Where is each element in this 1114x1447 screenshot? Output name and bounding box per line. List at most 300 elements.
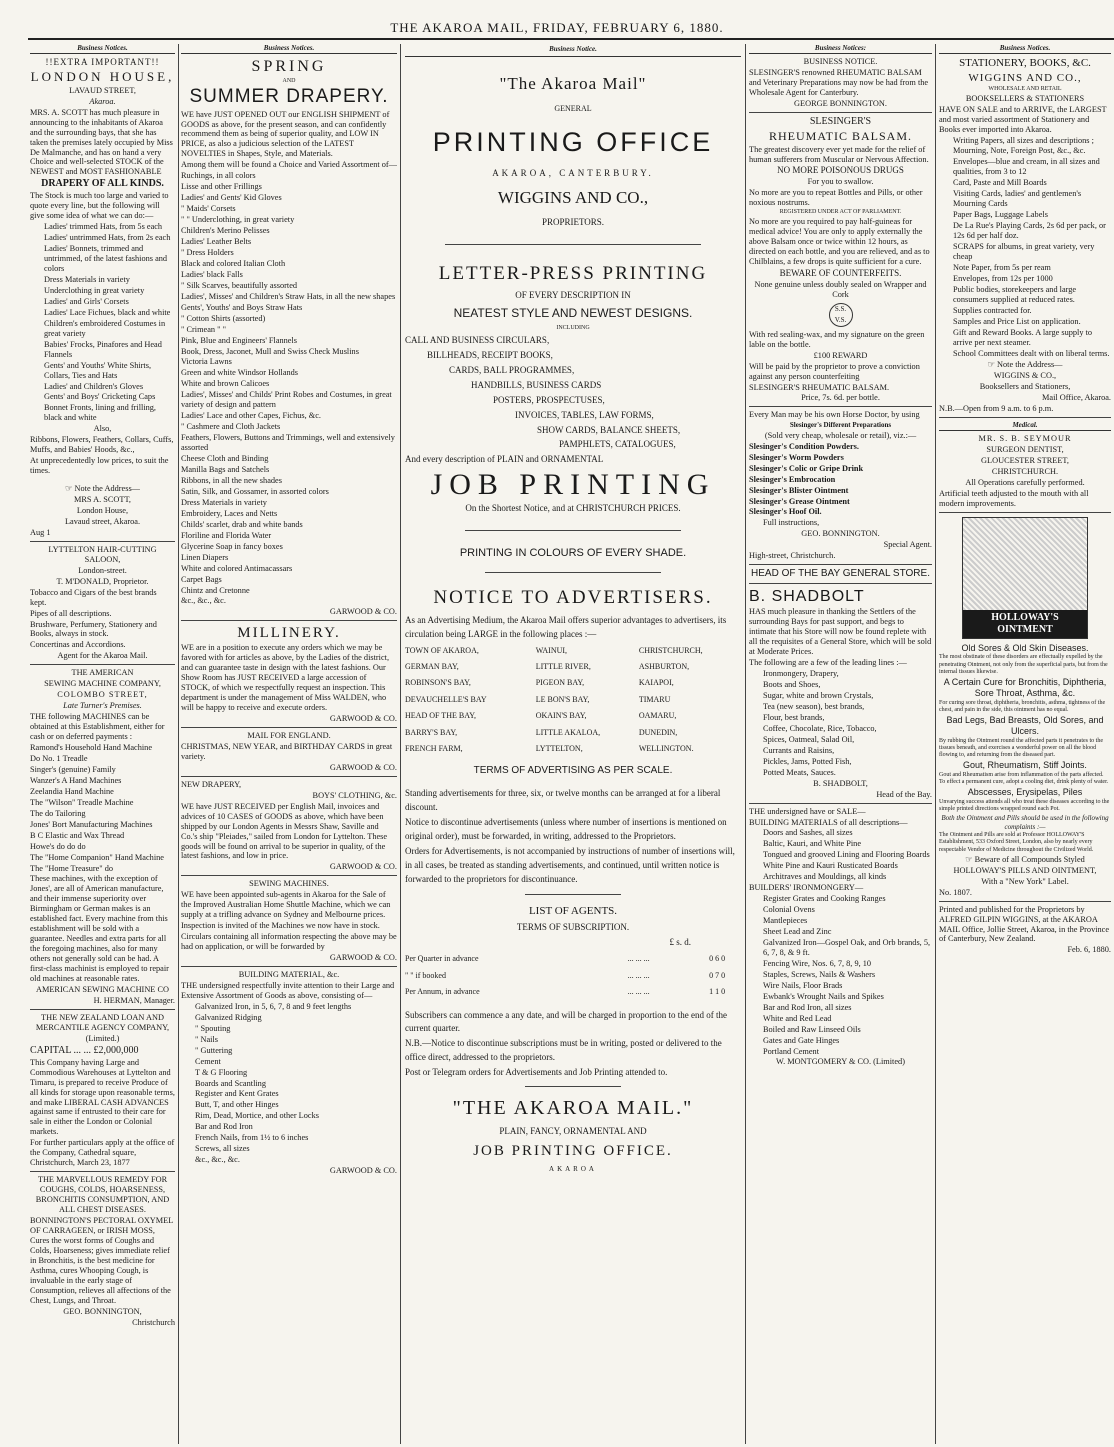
paragraph: MRS. A. SCOTT has much pleasure in announcing to the inhabitants of Akaroa and the surrounding bays, that she has taken the premises lately occupied by Miss De Malmanche, and has on hand a very Choice and well-selected STOCK of the NEWEST and MOST FASHIONABLE bbox=[30, 107, 173, 177]
machine-list bbox=[30, 743, 175, 873]
headline: SPRING bbox=[251, 58, 327, 76]
list-item: " Dress Holders bbox=[181, 247, 234, 257]
text: INCLUDING bbox=[556, 324, 590, 331]
shop-name: LONDON HOUSE, bbox=[30, 69, 175, 85]
list-item: School Committees dealt with on liberal terms. bbox=[953, 348, 1110, 358]
column-3 bbox=[405, 44, 741, 1444]
table-row bbox=[405, 984, 741, 1000]
paragraph: The following are a few of the leading lines :— bbox=[749, 658, 907, 668]
list-item: Ladies', Misses' and Childs' Print Robes and Costumes, in great variety of design and pattern bbox=[181, 390, 392, 410]
text: (Sold very cheap, wholesale or retail), viz.:— bbox=[764, 430, 917, 440]
place: Christchurch bbox=[132, 1317, 175, 1327]
list-item: Lisse and other Frillings bbox=[181, 182, 262, 192]
headline: LIST OF AGENTS. bbox=[528, 905, 618, 918]
divider bbox=[749, 112, 932, 113]
list-item: PAMPHLETS, CATALOGUES, bbox=[559, 439, 676, 450]
beware-notice: ☞ Beware of all Compounds Styled bbox=[965, 854, 1085, 864]
paragraph: The greatest discovery ever yet made for the relief of human sufferers from Muscular or Nervous Affection. bbox=[749, 144, 929, 164]
list-item: &c., &c., &c. bbox=[195, 1155, 240, 1165]
list-item: Ruchings, in all colors bbox=[181, 171, 256, 181]
headline: Gout, Rheumatism, Stiff Joints. bbox=[963, 760, 1087, 771]
list-item: POSTERS, PROSPECTUSES, bbox=[493, 394, 605, 405]
list-item: Paper Bags, Luggage Labels bbox=[953, 210, 1048, 220]
headline: MR. S. B. SEYMOUR bbox=[978, 433, 1072, 443]
proprietor: T. M'DONALD, Proprietor. bbox=[56, 576, 149, 586]
signature: GARWOOD & CO. bbox=[329, 762, 397, 772]
list-item: Ladies' Lace Fichues, black and white bbox=[44, 307, 171, 317]
paragraph: For curing sore throat, diphtheria, bronchitis, asthma, tightness of the chest, and pain in the side, this ointment has no equal. bbox=[939, 699, 1106, 713]
list-item: " Cashmere and Cloth Jackets bbox=[181, 422, 281, 432]
text: REGISTERED UNDER ACT OF PARLIAMENT. bbox=[779, 209, 902, 216]
table-row bbox=[405, 968, 741, 984]
list-item: White and colored Antimacassars bbox=[181, 563, 293, 573]
item-list bbox=[749, 894, 932, 1056]
table-cell: BARRY'S BAY, bbox=[405, 727, 458, 737]
signature: H. HERMAN, Manager. bbox=[93, 995, 175, 1005]
list-item: The do Tailoring bbox=[30, 808, 86, 818]
headline: Old Sores & Old Skin Diseases. bbox=[961, 642, 1089, 653]
list-item: Currants and Raisins, bbox=[763, 745, 835, 755]
divider bbox=[30, 1171, 175, 1172]
list-item: Rim, Dead, Mortice, and other Locks bbox=[195, 1111, 319, 1121]
list-item: Ladies' Bonnets, trimmed and untrimmed, of the latest fashions and colors bbox=[44, 244, 168, 274]
headline: MAIL FOR ENGLAND. bbox=[247, 730, 331, 740]
text: Price, 7s. 6d. per bottle. bbox=[801, 393, 880, 403]
name: MRS A. SCOTT, bbox=[73, 495, 132, 505]
text: For you to swallow. bbox=[807, 177, 874, 187]
paragraph: The Ointment and Pills are sold at Professor HOLLOWAY'S Establishment, 533 Oxford Street, London, also by nearly every respectable Vendor of Medicine throughout the Civilized World. bbox=[939, 832, 1094, 853]
item-list bbox=[749, 669, 932, 778]
paragraph: Orders for Advertisements, is not accompanied by instructions of number of insertions will, in all cases, be treated as standing advertisements, and continued, until written notice is forwarded to the proprietors for discontinuance. bbox=[405, 845, 735, 884]
text: Full instructions, bbox=[763, 518, 820, 528]
table-cell: DUNEDIN, bbox=[638, 727, 678, 737]
table-cell: OAMARU, bbox=[638, 711, 677, 721]
paragraph: Ribbons, Flowers, Feathers, Collars, Cuffs, Muffs, and Babies' Hoods, &c., bbox=[30, 435, 174, 455]
paragraph: No more are you required to pay half-guineas for medical advice! You are only to apply externally the above Balsam once or twice within 12 hours, as directed on each bottle, and you are relieved, and as to Chilblains, a few drops is quite sufficient for a cure. bbox=[749, 217, 930, 267]
headline: "THE AKAROA MAIL." bbox=[452, 1097, 694, 1120]
headline: WIGGINS AND CO., bbox=[968, 71, 1082, 84]
table-cell: WELLINGTON. bbox=[638, 743, 694, 753]
list-item: Butt, T, and other Hinges bbox=[195, 1100, 279, 1110]
text: OF EVERY DESCRIPTION IN bbox=[515, 290, 631, 301]
note-address: ☞ Note the Address— bbox=[65, 484, 140, 494]
paragraph: THE undersigned respectfully invite attention to their Large and Extensive Assortment of Goods as above, consisting of— bbox=[181, 980, 395, 1000]
list-item: Supplies contracted for. bbox=[953, 306, 1032, 316]
headline: TERMS OF ADVERTISING AS PER SCALE. bbox=[473, 765, 673, 777]
paragraph: The Stock is much too large and varied to quote every line, but the following will give some idea of what we can do:— bbox=[30, 191, 169, 221]
text: On the Shortest Notice, and at CHRISTCHURCH PRICES. bbox=[465, 503, 681, 514]
list-item: Ribbons, in all the new shades bbox=[181, 475, 282, 485]
divider bbox=[939, 512, 1111, 513]
list-item: Mourning Cards bbox=[953, 199, 1008, 209]
place: Head of the Bay. bbox=[876, 789, 932, 799]
list-item: Fencing Wire, Nos. 6, 7, 8, 9, 10 bbox=[763, 958, 872, 968]
headline: Abscesses, Erysipelas, Piles bbox=[967, 787, 1083, 798]
list-item: Doors and Sashes, all sizes bbox=[763, 828, 853, 838]
divider bbox=[181, 966, 397, 967]
paragraph: With red sealing-wax, and my signature on the green lable on the bottle. bbox=[749, 329, 925, 349]
paragraph: BONNINGTON'S PECTORAL OXYMEL OF CARRAGEEN, or IRISH MOSS, Cures the worst forms of Coughs and Colds, Hoarseness; gives immediate relief in Bronchitis, is the best medicine for Asthma, cures Whooping Cough, is invaluable in the early stage of Consumption, relieves all affections of the Chest, Lungs, and Throat. bbox=[30, 1216, 174, 1305]
list-item: INVOICES, TABLES, LAW FORMS, bbox=[515, 409, 654, 420]
list-item: Tongued and grooved Lining and Flooring Boards bbox=[763, 850, 930, 860]
address: High-street, Christchurch. bbox=[749, 551, 836, 561]
list-item: " Maids' Corsets bbox=[181, 204, 236, 214]
list-item: Bar and Rod Iron, all sizes bbox=[763, 1002, 852, 1012]
list-item: Sugar, white and brown Crystals, bbox=[763, 691, 874, 701]
signature: W. MONTGOMERY & CO. (Limited) bbox=[776, 1057, 905, 1067]
list-item: Black and colored Italian Cloth bbox=[181, 258, 286, 268]
seal-icon: S.S. V.S. bbox=[829, 303, 853, 327]
place: AKAROA bbox=[549, 1165, 597, 1174]
divider bbox=[749, 564, 932, 565]
list-item: Potted Meats, Sauces. bbox=[763, 767, 836, 777]
subhead: (Limited.) bbox=[85, 1033, 120, 1043]
list-item: White and Red Lead bbox=[763, 1013, 832, 1023]
list-item: Register and Kent Grates bbox=[195, 1089, 279, 1099]
list-item: Slesinger's Blister Ointment bbox=[749, 485, 849, 495]
list-item: Mantlepieces bbox=[763, 916, 808, 926]
list-item: Bonnet Fronts, lining and frilling, black and white bbox=[44, 403, 157, 423]
list-item: Underclothing in great variety bbox=[44, 285, 145, 295]
list-item: Galvanized Iron—Gospel Oak, and Orb brands, 5, 6, 7, 8, & 9 ft. bbox=[763, 938, 931, 957]
signature: GARWOOD & CO. bbox=[329, 607, 397, 617]
divider bbox=[181, 875, 397, 876]
text: SURGEON DENTIST, bbox=[986, 444, 1064, 454]
list-item: Slesinger's Hoof Oil. bbox=[749, 507, 822, 517]
paragraph: Inspection is invited of the Machines we now have in stock. bbox=[181, 921, 380, 931]
list-item: Envelopes—blue and cream, in all sizes and qualities, from 3 to 12 bbox=[953, 156, 1100, 176]
paragraph: HAS much pleasure in thanking the Settlers of the surrounding Bays for past support, and begs to intimate that his Store will now be found replete with all the requisites of a General Store, which will be sold at Moderate Prices. bbox=[749, 607, 932, 657]
paragraph: Pipes of all descriptions. bbox=[30, 608, 112, 618]
list-item: Envelopes, from 12s per 1000 bbox=[953, 274, 1053, 284]
list-item: White and brown Calicoes bbox=[181, 379, 270, 389]
list-item: The "Home Treasure" do bbox=[30, 863, 114, 873]
headline: STATIONERY, BOOKS, &C. bbox=[959, 57, 1091, 70]
divider bbox=[181, 776, 397, 777]
list-item: Slesinger's Condition Powders. bbox=[749, 441, 859, 451]
hand-icon: ☞ bbox=[987, 359, 998, 369]
subhead: Late Turner's Premises. bbox=[63, 701, 142, 711]
list-item: Chintz and Cretonne bbox=[181, 585, 250, 595]
headline: "The Akaroa Mail" bbox=[499, 73, 647, 93]
list-item: SHOW CARDS, BALANCE SHEETS, bbox=[537, 424, 681, 435]
masthead: THE AKAROA MAIL, FRIDAY, FEBRUARY 6, 1880. bbox=[390, 20, 724, 35]
paragraph: These machines, with the exception of Jones', are all of American manufacture, and their immense superiority over Birmingham or German makes is an established fact. Every machine from this establishment will be sold with a guarantee. Needles and extra parts for all the foregoing machines, also for many others not generally sold can be had. A first-class machinist is employed to repair old machines at reasonable rates. bbox=[30, 874, 169, 983]
list-item: Dress Materials in variety bbox=[181, 497, 267, 507]
paragraph: None genuine unless doubly sealed on Wrapper and Cork bbox=[754, 279, 927, 299]
street: LAVAUD STREET, bbox=[69, 85, 136, 95]
currency-header: £ s. d. bbox=[669, 937, 691, 948]
hand-icon: ☞ bbox=[965, 854, 975, 864]
headline: MILLINERY. bbox=[237, 625, 341, 642]
divider bbox=[939, 417, 1111, 418]
note-address: ☞ Note the Address— bbox=[987, 359, 1063, 369]
table-row bbox=[405, 692, 741, 708]
headline: LETTER-PRESS PRINTING bbox=[438, 262, 708, 284]
list-item: Babies' Frocks, Pinafores and Head Flannels bbox=[44, 339, 162, 359]
list-item: Boards and Scantling bbox=[195, 1078, 266, 1088]
paragraph: Circulars containing all information respecting the above may be had on application, or will be forwarded by bbox=[181, 932, 397, 952]
list-item: Pickles, Jams, Potted Fish, bbox=[763, 756, 852, 766]
list-item: " Guttering bbox=[195, 1045, 233, 1055]
divider bbox=[30, 1009, 175, 1010]
list-item: Cheese Cloth and Binding bbox=[181, 454, 269, 464]
text: PLAIN, FANCY, ORNAMENTAL AND bbox=[499, 1126, 647, 1137]
paragraph: Brushware, Perfumery, Stationery and Books, always in stock. bbox=[30, 619, 157, 639]
list-item: Boots and Shoes, bbox=[763, 680, 821, 690]
headline: NOTICE TO ADVERTISERS. bbox=[433, 587, 713, 609]
signature: GEO. BONNINGTON, bbox=[63, 1306, 142, 1316]
table-cell: FRENCH FARM, bbox=[405, 743, 463, 753]
holloway-banner: HOLLOWAY'S OINTMENT bbox=[963, 610, 1087, 638]
headline: HEAD OF THE BAY GENERAL STORE. bbox=[751, 568, 930, 580]
column-rule bbox=[400, 44, 401, 1444]
list-item: Colonial Ovens bbox=[763, 905, 815, 915]
paragraph: Standing advertisements for three, six, or twelve months can be arranged at for a liberal discount. bbox=[405, 787, 721, 812]
list-item: Slesinger's Embrocation bbox=[749, 474, 836, 484]
list-item: Cement bbox=[195, 1056, 221, 1066]
paragraph: Gout and Rheumatism arise from inflammation of the parts affected. To effect a permanent cure, adopt a cooling diet, drink plenty of water. bbox=[939, 771, 1109, 786]
item-list bbox=[30, 222, 175, 423]
list-item: Manilla Bags and Satchels bbox=[181, 465, 270, 475]
table-cell: PIGEON BAY, bbox=[535, 678, 585, 688]
paragraph: At unprecedentedly low prices, to suit the times. bbox=[30, 456, 169, 476]
paragraph: HAVE ON SALE and to ARRIVE, the LARGEST and most varied assortment of Stationery and Books ever imported into Akaroa. bbox=[939, 104, 1107, 134]
paragraph: SLESINGER'S renowned RHEUMATIC BALSAM and Veterinary Preparations may now be had from the Wholesale Agent for Canterbury. bbox=[749, 68, 929, 98]
list-item: " " Underclothing, in great variety bbox=[181, 215, 295, 225]
paragraph: Artificial teeth adjusted to the mouth with all modern improvements. bbox=[939, 488, 1089, 508]
headline: SEWING MACHINE COMPANY, bbox=[44, 679, 161, 689]
headline: !!EXTRA IMPORTANT!! bbox=[45, 57, 160, 68]
place: CHRISTCHURCH. bbox=[991, 466, 1059, 476]
signature: GARWOOD & CO. bbox=[329, 1166, 397, 1176]
section-header: Medical. bbox=[939, 421, 1111, 431]
headline: NO MORE POISONOUS DRUGS bbox=[777, 165, 904, 176]
item-list bbox=[181, 171, 397, 606]
table-cell: LITTLE AKALOA, bbox=[535, 727, 601, 737]
list-item: Note Paper, from 5s per ream bbox=[953, 263, 1051, 273]
text: AND bbox=[282, 77, 296, 84]
divider bbox=[749, 803, 932, 804]
issue-number: No. 1807. bbox=[939, 887, 972, 897]
address: London House, bbox=[76, 506, 129, 515]
list-item: Howe's do do do bbox=[30, 841, 86, 851]
divider bbox=[525, 1086, 621, 1087]
places-table bbox=[405, 643, 741, 758]
headline: BUILDERS' IRONMONGERY— bbox=[749, 883, 864, 893]
list-item: Do No. 1 Treadle bbox=[30, 753, 88, 763]
paragraph: By rubbing the Ointment round the affected parts it penetrates to the tissues beneath, and exercises a wonderful power on all the blood flowing to, and returning from the diseased part. bbox=[939, 737, 1104, 758]
headline: THE AMERICAN bbox=[71, 668, 134, 678]
text: GENERAL bbox=[554, 104, 592, 114]
list-item: " Spouting bbox=[195, 1023, 231, 1033]
headline: THE MARVELLOUS REMEDY FOR COUGHS, COLDS, HOARSENESS, BRONCHITIS CONSUMPTION, AND ALL CHEST DISEASES. bbox=[35, 1175, 170, 1215]
table-cell: LITTLE RIVER, bbox=[535, 662, 591, 672]
table-cell: ASHBURTON, bbox=[638, 662, 690, 672]
list-item: Slesinger's Grease Ointment bbox=[749, 496, 850, 506]
masthead-rule bbox=[28, 38, 1114, 40]
divider bbox=[181, 620, 397, 621]
preparation-list bbox=[749, 442, 932, 518]
list-item: Slesinger's Worm Powders bbox=[749, 452, 844, 462]
address: GLOUCESTER STREET, bbox=[981, 455, 1069, 465]
divider bbox=[30, 664, 175, 665]
paragraph: No more are you to repeat Bottles and Pills, or other noxious nostrums. bbox=[749, 188, 923, 208]
list-item: Gents' and Youths' White Shirts, Collars, Ties and Hats bbox=[44, 360, 152, 380]
list-item: Jones' Bort Manufacturing Machines bbox=[30, 819, 153, 829]
list-item: Register Grates and Cooking Ranges bbox=[763, 894, 886, 904]
table-cell: TOWN OF AKAROA, bbox=[405, 645, 479, 655]
street: London-street. bbox=[78, 565, 127, 575]
table-cell: 0 7 0 bbox=[709, 970, 726, 980]
list-item: Feathers, Flowers, Buttons and Trimmings, well and extensively assorted bbox=[181, 433, 395, 453]
table-cell: ... ... ... bbox=[627, 987, 650, 997]
paragraph: WE have been appointed sub-agents in Akaroa for the Sale of the Improved Australian Home Shuttle Machine, which we can supply at a trifling advance on Sydney and Melbourne prices. bbox=[181, 890, 391, 920]
headline: £100 REWARD bbox=[813, 350, 868, 360]
paragraph: Every Man may be his own Horse Doctor, by using bbox=[749, 410, 920, 420]
item-list bbox=[181, 1002, 397, 1165]
paragraph: This Company having Large and Commodious Warehouses at Lyttelton and Timaru, is prepared to receive Produce of all kinds for storage upon reasonable terms, and make LIBERAL CASH ADVANCES against same if entrusted to their care for sale in either the London or Colonial markets. bbox=[30, 1057, 175, 1137]
table-cell: Per Quarter in advance bbox=[405, 954, 479, 964]
list-item: Zeelandia Hand Machine bbox=[30, 786, 114, 796]
paragraph: SLESINGER'S RHEUMATIC BALSAM. bbox=[749, 382, 890, 392]
signature: GEO. BONNINGTON. bbox=[801, 529, 880, 539]
list-item: Screws, all sizes bbox=[195, 1144, 250, 1154]
list-item: " Cotton Shirts (assorted) bbox=[181, 313, 266, 323]
table-cell: OKAIN'S BAY, bbox=[535, 711, 587, 721]
table-row bbox=[405, 741, 741, 757]
list-item: Ladies' trimmed Hats, from 5s each bbox=[44, 222, 163, 232]
address: Mail Office, Akaroa. bbox=[1042, 392, 1111, 402]
headline: SUMMER DRAPERY. bbox=[189, 85, 389, 107]
paragraph: The most obstinate of these disorders are effectually expelled by the penetrating Ointment, not only from the superficial parts, but from the internal tissues likewise. bbox=[939, 654, 1108, 675]
capital: CAPITAL ... ... £2,000,000 bbox=[30, 1044, 139, 1056]
table-cell: LE BON'S BAY, bbox=[535, 694, 590, 704]
list-item: CALL AND BUSINESS CIRCULARS, bbox=[405, 334, 550, 345]
headline: BOOKSELLERS & STATIONERS bbox=[965, 93, 1085, 103]
text: Special Agent. bbox=[883, 540, 932, 550]
item-list bbox=[939, 136, 1111, 359]
list-item: Portland Cement bbox=[763, 1046, 819, 1056]
headline: JOB PRINTING bbox=[430, 468, 716, 502]
paragraph: And every description of PLAIN and ORNAMENTAL bbox=[405, 454, 604, 465]
divider bbox=[181, 727, 397, 728]
text: Booksellers and Stationers, bbox=[979, 381, 1071, 391]
list-item: HANDBILLS, BUSINESS CARDS bbox=[471, 379, 602, 390]
column-rule bbox=[178, 44, 179, 1444]
headline: JOB PRINTING OFFICE. bbox=[473, 1143, 673, 1160]
list-item: Floriline and Florida Water bbox=[181, 530, 272, 540]
list-item: Wanzer's A Hand Machines bbox=[30, 775, 122, 785]
list-item: Gift and Reward Books. A large supply to arrive per next steamer. bbox=[953, 327, 1093, 347]
section-header: Business Notices: bbox=[749, 44, 932, 54]
subhead: TERMS OF SUBSCRIPTION. bbox=[516, 922, 630, 933]
paragraph: For further particulars apply at the office of the Company, Cathedral square, Christchurch, March 23, 1877 bbox=[30, 1138, 175, 1168]
text: PROPRIETORS. bbox=[541, 216, 605, 227]
paragraph: Agent for the Akaroa Mail. bbox=[57, 651, 148, 661]
list-item: Flour, best brands, bbox=[763, 712, 825, 722]
headline: BEWARE OF COUNTERFEITS. bbox=[779, 268, 902, 279]
headline: NEATEST STYLE AND NEWEST DESIGNS. bbox=[453, 306, 693, 321]
list-item: The "Wilson" Treadle Machine bbox=[30, 797, 134, 807]
list-item: " Nails bbox=[195, 1034, 218, 1044]
list-item: Baltic, Kauri, and White Pine bbox=[763, 839, 862, 849]
list-item: Spices, Oatmeal, Salad Oil, bbox=[763, 734, 855, 744]
hand-icon: ☞ bbox=[65, 484, 75, 494]
paragraph: Among them will be found a Choice and Varied Assortment of— bbox=[181, 160, 397, 170]
section-header: Business Notices. bbox=[181, 44, 397, 54]
table-cell: " " if booked bbox=[405, 970, 446, 980]
list-item: Sheet Lead and Zinc bbox=[763, 927, 832, 937]
divider bbox=[465, 530, 681, 531]
list-item: B C Elastic and Wax Thread bbox=[30, 830, 125, 840]
text: Also, bbox=[93, 424, 112, 434]
signature: GARWOOD & CO. bbox=[329, 862, 397, 872]
paragraph: N.B.—Notice to discontinue subscriptions must be in writing, posted or delivered to the office direct, addressed to the proprietors. bbox=[405, 1038, 722, 1063]
list-item: Children's Merino Pelisses bbox=[181, 226, 270, 236]
list-item: Book, Dress, Jaconet, Mull and Swiss Check Muslins bbox=[181, 346, 359, 356]
list-item: Green and white Windsor Hollands bbox=[181, 368, 299, 378]
list-item: Childs' scarlet, drab and white bands bbox=[181, 519, 303, 529]
address: Lavaud street, Akaroa. bbox=[64, 516, 141, 526]
paragraph: WE have JUST OPENED OUT our ENGLISH SHIPMENT of GOODS as above, for the present season, and can confidently recommend them as being of superior quality, and LOW IN PRICE, as also a judicious selection of the LATEST NOVELTIES in Shapes, Style, and Materials. bbox=[181, 109, 390, 159]
table-cell: CHRISTCHURCH, bbox=[638, 645, 703, 655]
list-item: Galvanized Iron, in 5, 6, 7, 8 and 9 feet lengths bbox=[195, 1001, 352, 1011]
section-header: Business Notices. bbox=[939, 44, 1111, 54]
list-item: Ladies', Misses' and Children's Straw Hats, in all the new shapes bbox=[181, 291, 396, 301]
list-item: Gents' and Boys' Cricketing Caps bbox=[44, 392, 156, 402]
list-item: CARDS, BALL PROGRAMMES, bbox=[449, 364, 575, 375]
list-item: Galvanized Ridging bbox=[195, 1012, 262, 1022]
table-row bbox=[405, 659, 741, 675]
section-header: Business Notices. bbox=[30, 44, 175, 54]
paragraph: As an Advertising Medium, the Akaroa Mail offers superior advantages to advertisers, its circulation being LARGE in the following places :— bbox=[405, 614, 727, 639]
list-item: French Nails, from 1½ to 6 inches bbox=[195, 1133, 309, 1143]
divider bbox=[749, 583, 932, 584]
headline: BUILDING MATERIALS of all descriptions— bbox=[749, 817, 908, 827]
list-item: De La Rue's Playing Cards, 2s 6d per pack, or 12s 6d per half doz. bbox=[953, 221, 1106, 241]
table-cell: ... ... ... bbox=[627, 970, 650, 980]
headline: DRAPERY OF ALL KINDS. bbox=[41, 178, 164, 190]
list-item: " Silk Scarves, beautifully assorted bbox=[181, 280, 298, 290]
column-rule bbox=[745, 44, 746, 1444]
list-item: Staples, Screws, Nails & Washers bbox=[763, 969, 876, 979]
town: Akaroa. bbox=[89, 96, 116, 106]
list-item: BILLHEADS, RECEIPT BOOKS, bbox=[427, 349, 553, 360]
paragraph: WE have JUST RECEIVED per English Mail, invoices and advices of 10 CASES of GOODS as above, which have been shipped by our London Agents in Messrs Shaw, Saville and Co.'s ship "Pleiades," sailed from London for Lyttelton. These goods will be found on arrival to be superior in quality, of the latest fashions, and low in price. bbox=[181, 801, 388, 861]
list-item: Coffee, Chocolate, Rice, Tobacco, bbox=[763, 723, 877, 733]
list-item: Satin, Silk, and Gossamer, in assorted colors bbox=[181, 486, 329, 496]
table-row bbox=[405, 643, 741, 659]
list-item: Glycerine Soap in fancy boxes bbox=[181, 541, 283, 551]
list-item: Ironmongery, Drapery, bbox=[763, 669, 839, 679]
paragraph: Subscribers can commence a any date, and will be charged in proportion to the end of the current quarter. bbox=[405, 1009, 727, 1034]
date: Aug 1 bbox=[30, 527, 51, 537]
table-cell: WAINUI, bbox=[535, 645, 568, 655]
headline: HOLLOWAY'S PILLS AND OINTMENT, bbox=[953, 865, 1097, 875]
table-cell: LYTTELTON, bbox=[535, 743, 583, 753]
paragraph: THE undersigned have or SALE— bbox=[749, 806, 866, 816]
column-5 bbox=[939, 44, 1111, 1444]
list-item: Ladies' Lace and other Capes, Fichus, &c. bbox=[181, 411, 321, 421]
list-item: Gents', Youths' and Boys Straw Hats bbox=[181, 302, 303, 312]
paragraph: Post or Telegram orders for Advertisements and Job Printing attended to. bbox=[405, 1067, 668, 1078]
paragraph: All Operations carefully performed. bbox=[965, 477, 1085, 487]
headline: BUSINESS NOTICE. bbox=[803, 57, 878, 67]
text: With a "New York" Label. bbox=[981, 876, 1069, 886]
list-item: " Crimean " " bbox=[181, 324, 226, 334]
signature: GEORGE BONNINGTON. bbox=[794, 99, 887, 109]
